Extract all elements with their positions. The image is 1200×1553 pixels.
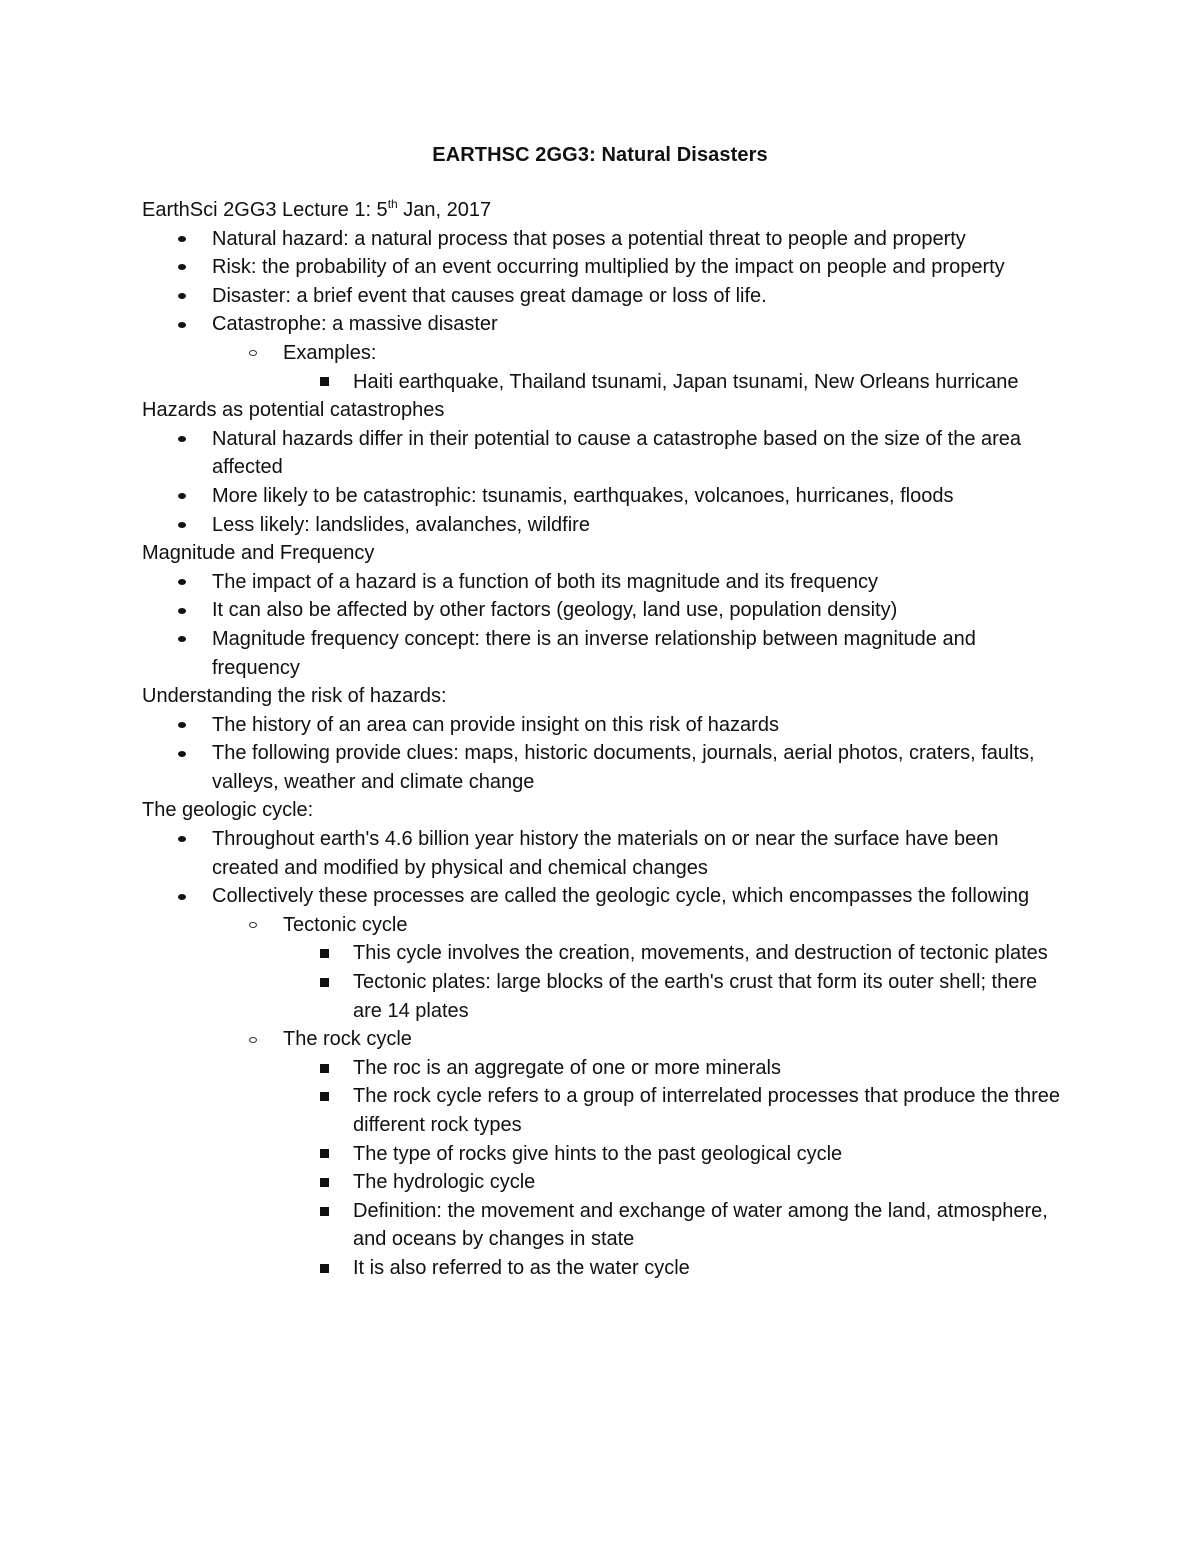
- bullet-square-icon: [314, 1140, 334, 1169]
- list-item-text: The hydrologic cycle: [353, 1171, 536, 1194]
- bullet-square-icon: [314, 1197, 334, 1226]
- list-item-text: The impact of a hazard is a function of both its magnitude and its frequency: [212, 570, 878, 593]
- section-heading: Magnitude and Frequency: [142, 542, 375, 565]
- list-item-text: Catastrophe: a massive disaster: [212, 313, 498, 336]
- list-item: [142, 1082, 1062, 1139]
- lecture-heading: [142, 196, 1062, 225]
- bullet-circle-icon: [243, 1025, 263, 1054]
- bullet-dot-icon: [172, 425, 192, 454]
- section-heading: Hazards as potential catastrophes: [142, 399, 445, 422]
- list-item-text: The following provide clues: maps, historic documents, journals, aerial photos, craters, faults, valleys, weather and climate change: [212, 742, 1035, 793]
- list-item: [142, 968, 1062, 1025]
- list-item: [142, 882, 1062, 911]
- list-item: [142, 1140, 1062, 1169]
- bullet-dot-icon: [172, 253, 192, 282]
- bullet-dot-icon: [172, 825, 192, 854]
- bullet-dot-icon: [172, 282, 192, 311]
- bullet-square-icon: [314, 1082, 334, 1111]
- bullet-dot-icon: [172, 482, 192, 511]
- list-item: [142, 368, 1062, 397]
- bullet-dot-icon: [172, 711, 192, 740]
- section-heading: Understanding the risk of hazards:: [142, 685, 447, 708]
- list-item: [142, 825, 1062, 882]
- bullet-dot-icon: [172, 882, 192, 911]
- lecture-heading-suffix: Jan, 2017: [397, 199, 492, 221]
- section-heading: The geologic cycle:: [142, 799, 314, 822]
- list-item-text: Tectonic plates: large blocks of the earth's crust that form its outer shell; there are 14 plates: [353, 971, 1038, 1022]
- list-item: [142, 1197, 1062, 1254]
- list-item: [142, 739, 1062, 796]
- bullet-square-icon: [314, 968, 334, 997]
- page-title: EARTHSC 2GG3: Natural Disasters: [432, 144, 768, 166]
- bullet-dot-icon: [172, 511, 192, 540]
- list-item-text: Collectively these processes are called the geologic cycle, which encompasses the following: [212, 885, 1030, 908]
- bullet-square-icon: [314, 939, 334, 968]
- list-item-text: Magnitude frequency concept: there is an inverse relationship between magnitude and frequency: [212, 627, 976, 679]
- bullet-dot-icon: [172, 596, 192, 625]
- list-item: [142, 1054, 1062, 1083]
- lecture-heading-prefix: EarthSci 2GG3 Lecture 1: 5: [142, 199, 388, 221]
- list-item: [142, 711, 1062, 740]
- list-item: [142, 939, 1062, 968]
- bullet-square-icon: [314, 1254, 334, 1283]
- list-item-text: Examples:: [283, 341, 377, 364]
- list-item-text: Haiti earthquake, Thailand tsunami, Japan tsunami, New Orleans hurricane: [353, 370, 1019, 393]
- list-item: [142, 253, 1062, 282]
- bullet-dot-icon: [172, 625, 192, 654]
- lecture-heading-sup: th: [387, 197, 398, 211]
- bullet-dot-icon: [172, 310, 192, 339]
- list-item-text: More likely to be catastrophic: tsunamis, earthquakes, volcanoes, hurricanes, floods: [212, 484, 954, 507]
- bullet-circle-icon: [243, 911, 263, 940]
- bullet-square-icon: [314, 1054, 334, 1083]
- bullet-square-icon: [314, 1168, 334, 1197]
- list-item: [142, 282, 1062, 311]
- list-item: [142, 511, 1062, 540]
- list-item: [142, 1025, 1062, 1054]
- list-item-text: The rock cycle refers to a group of interrelated processes that produce the three different rock types: [353, 1085, 1061, 1136]
- list-item: [142, 568, 1062, 597]
- list-item: [142, 339, 1062, 368]
- bullet-dot-icon: [172, 568, 192, 597]
- list-item-text: Less likely: landslides, avalanches, wildfire: [212, 513, 590, 536]
- list-item: [142, 625, 1062, 682]
- list-item-text: The rock cycle: [283, 1028, 412, 1051]
- list-item-text: This cycle involves the creation, movements, and destruction of tectonic plates: [353, 942, 1048, 965]
- notes-body: [142, 196, 1062, 1283]
- list-item: [142, 482, 1062, 511]
- list-item-text: Natural hazards differ in their potential to cause a catastrophe based on the size of the area affected: [212, 427, 1022, 479]
- list-item-text: The type of rocks give hints to the past geological cycle: [353, 1142, 843, 1165]
- list-item: [142, 1168, 1062, 1197]
- list-item-text: Disaster: a brief event that causes great damage or loss of life.: [212, 284, 767, 307]
- list-item-text: The history of an area can provide insight on this risk of hazards: [212, 713, 779, 736]
- list-item-text: Tectonic cycle: [283, 913, 408, 936]
- list-item-text: Definition: the movement and exchange of water among the land, atmosphere, and oceans by changes in state: [353, 1199, 1048, 1251]
- list-item: [142, 911, 1062, 940]
- list-item-text: It can also be affected by other factors (geology, land use, population density): [212, 599, 898, 622]
- list-item: [142, 425, 1062, 482]
- list-item: [142, 1254, 1062, 1283]
- list-item: [142, 310, 1062, 339]
- list-item-text: It is also referred to as the water cycle: [353, 1256, 690, 1279]
- list-item-text: The roc is an aggregate of one or more minerals: [353, 1056, 781, 1079]
- bullet-square-icon: [314, 368, 334, 397]
- bullet-circle-icon: [243, 339, 263, 368]
- bullet-dot-icon: [172, 225, 192, 254]
- list-item: [142, 596, 1062, 625]
- bullet-dot-icon: [172, 739, 192, 768]
- list-item-text: Throughout earth's 4.6 billion year history the materials on or near the surface have been created and modified by physical and chemical changes: [212, 828, 999, 879]
- list-item-text: Risk: the probability of an event occurring multiplied by the impact on people and property: [212, 256, 1005, 279]
- list-item: [142, 225, 1062, 254]
- list-item-text: Natural hazard: a natural process that poses a potential threat to people and property: [212, 227, 966, 250]
